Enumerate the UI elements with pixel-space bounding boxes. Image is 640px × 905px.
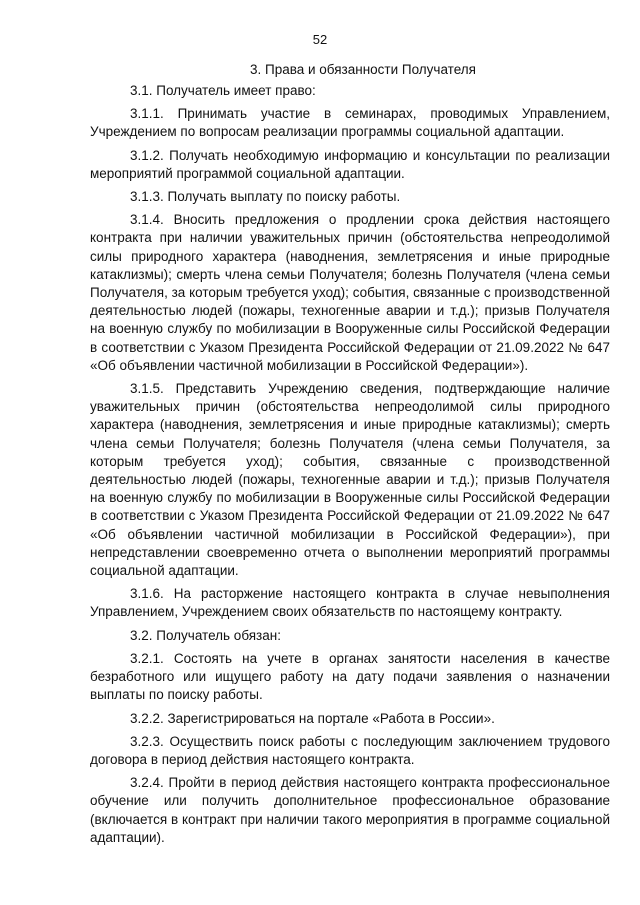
paragraph-3-1-1: 3.1.1. Принимать участие в семинарах, проводимых Управлением, Учреждением по вопросам реализации программы социальной адаптации. <box>90 106 610 140</box>
section-title: 3. Права и обязанности Получателя <box>250 62 476 77</box>
paragraph-3-2-4: 3.2.4. Пройти в период действия настоящего контракта профессиональное обучение или получить дополнительное профессиональное образование (включается в контракт при наличии такого мероприятия в программе социальной адаптации). <box>90 775 610 845</box>
paragraph-3-1: 3.1. Получатель имеет право: <box>130 83 316 98</box>
paragraph-3-2: 3.2. Получатель обязан: <box>130 627 281 643</box>
paragraph-3-1-5: 3.1.5. Представить Учреждению сведения, подтверждающие наличие уважительных причин (обстоятельства непреодолимой силы природного характера (наводнения, землетрясения и иные природные катаклизмы); смерть члена семьи Получателя; болезнь Получателя (члена семьи Получателя, за которым требуется уход); события, связанные с производственной деятельностью людей (пожары, техногенные аварии и т.д.); призыв Получателя на военную службу по мобилизации в Вооруженные силы Российской Федерации в соответствии с Указом Президента Российской Федерации от 21.09.2022 № 647 «Об объявлении частичной мобилизации в Российской Федерации»), при непредставлении своевременно отчета о выполнении мероприятий программы социальной адаптации. <box>90 381 610 579</box>
page-number: 52 <box>312 32 328 47</box>
paragraph-3-1-2: 3.1.2. Получать необходимую информацию и консультации по реализации мероприятий программой социальной адаптации. <box>90 147 610 181</box>
paragraph-3-2-2: 3.2.2. Зарегистрироваться на портале «Работа в России». <box>130 710 495 726</box>
document-body <box>90 82 610 852</box>
paragraph-3-1-4: 3.1.4. Вносить предложения о продлении срока действия настоящего контракта при наличии уважительных причин (обстоятельства непреодолимой силы природного характера (наводнения, землетрясения и иные природные катаклизмы); смерть члена семьи Получателя; болезнь Получателя (члена семьи Получателя, за которым требуется уход); события, связанные с производственной деятельностью людей (пожары, техногенные аварии и т.д.); призыв Получателя на военную службу по мобилизации в Вооруженные силы Российской Федерации в соответствии с Указом Президента Российской Федерации от 21.09.2022 № 647 «Об объявлении частичной мобилизации в Российской Федерации»). <box>90 212 610 373</box>
paragraph-3-1-3: 3.1.3. Получать выплату по поиску работы. <box>130 189 401 205</box>
paragraph-3-1-6: 3.1.6. На расторжение настоящего контракта в случае невыполнения Управлением, Учреждением своих обязательств по настоящему контракту. <box>90 586 610 620</box>
paragraph-3-2-3: 3.2.3. Осуществить поиск работы с последующим заключением трудового договора в период действия настоящего контракта. <box>90 733 610 767</box>
paragraph-3-2-1: 3.2.1. Состоять на учете в органах занятости населения в качестве безработного или ищущего работу на дату подачи заявления о назначении выплаты по поиску работы. <box>90 650 610 703</box>
